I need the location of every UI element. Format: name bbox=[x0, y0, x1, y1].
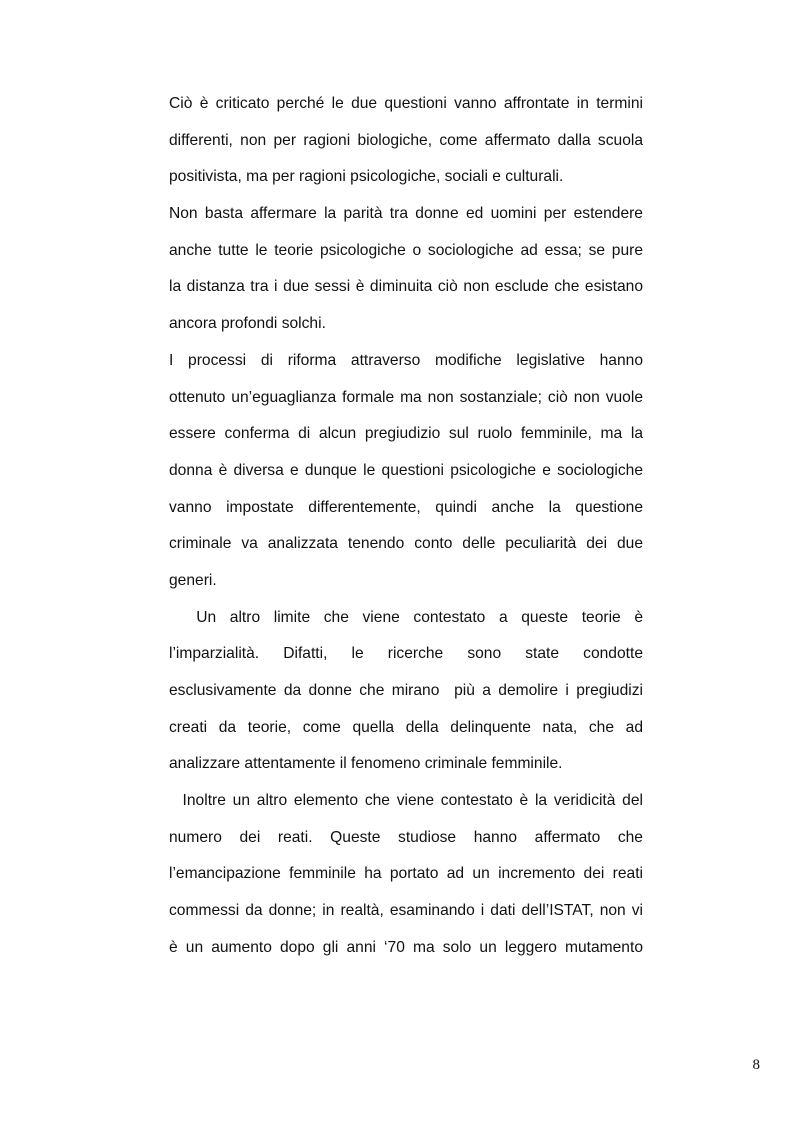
text-line: Un altro limite che viene contestato a queste teorie è bbox=[169, 608, 643, 626]
text-line: Ciò è criticato perché le due questioni vanno affrontate in termini bbox=[169, 95, 643, 112]
text-line: l’imparzialità. Difatti, le ricerche sono state condotte bbox=[169, 645, 643, 663]
text-line: ottenuto un’eguaglianza formale ma non sostanziale; ciò non vuole bbox=[169, 388, 643, 406]
text-line: essere conferma di alcun pregiudizio sul ruolo femminile, ma la bbox=[169, 425, 643, 443]
text-line: donna è diversa e dunque le questioni psicologiche e sociologiche bbox=[169, 461, 643, 479]
text-line: Non basta affermare la parità tra donne ed uomini per estendere bbox=[169, 205, 643, 223]
text-line: Inoltre un altro elemento che viene contestato è la veridicità del bbox=[169, 792, 643, 810]
text-line: positivista, ma per ragioni psicologiche, sociali e culturali. bbox=[169, 168, 564, 186]
text-line: numero dei reati. Queste studiose hanno affermato che bbox=[169, 828, 643, 846]
text-line: analizzare attentamente il fenomeno criminale femminile. bbox=[169, 755, 563, 773]
text-line: esclusivamente da donne che mirano più a demolire i pregiudizi bbox=[169, 682, 643, 699]
text-line: la distanza tra i due sessi è diminuita ciò non esclude che esistano bbox=[169, 278, 643, 296]
text-line: generi. bbox=[169, 571, 217, 589]
text-line: l’emancipazione femminile ha portato ad un incremento dei reati bbox=[169, 865, 643, 883]
text-line: commessi da donne; in realtà, esaminando i dati dell’ISTAT, non vi bbox=[169, 902, 643, 920]
text-line: ancora profondi solchi. bbox=[169, 315, 326, 333]
text-line: creati da teorie, come quella della delinquente nata, che ad bbox=[169, 718, 643, 736]
text-line: criminale va analizzata tenendo conto delle peculiarità dei due bbox=[169, 535, 643, 553]
page-number: 8 bbox=[752, 1057, 760, 1073]
text-line: differenti, non per ragioni biologiche, come affermato dalla scuola bbox=[169, 131, 643, 149]
text-line: anche tutte le teorie psicologiche o sociologiche ad essa; se pure bbox=[169, 241, 643, 259]
text-line: vanno impostate differentemente, quindi anche la questione bbox=[169, 498, 643, 516]
text-line: I processi di riforma attraverso modifiche legislative hanno bbox=[169, 351, 643, 369]
text-line: è un aumento dopo gli anni ‘70 ma solo un leggero mutamento bbox=[169, 938, 643, 956]
body-text bbox=[169, 86, 643, 967]
